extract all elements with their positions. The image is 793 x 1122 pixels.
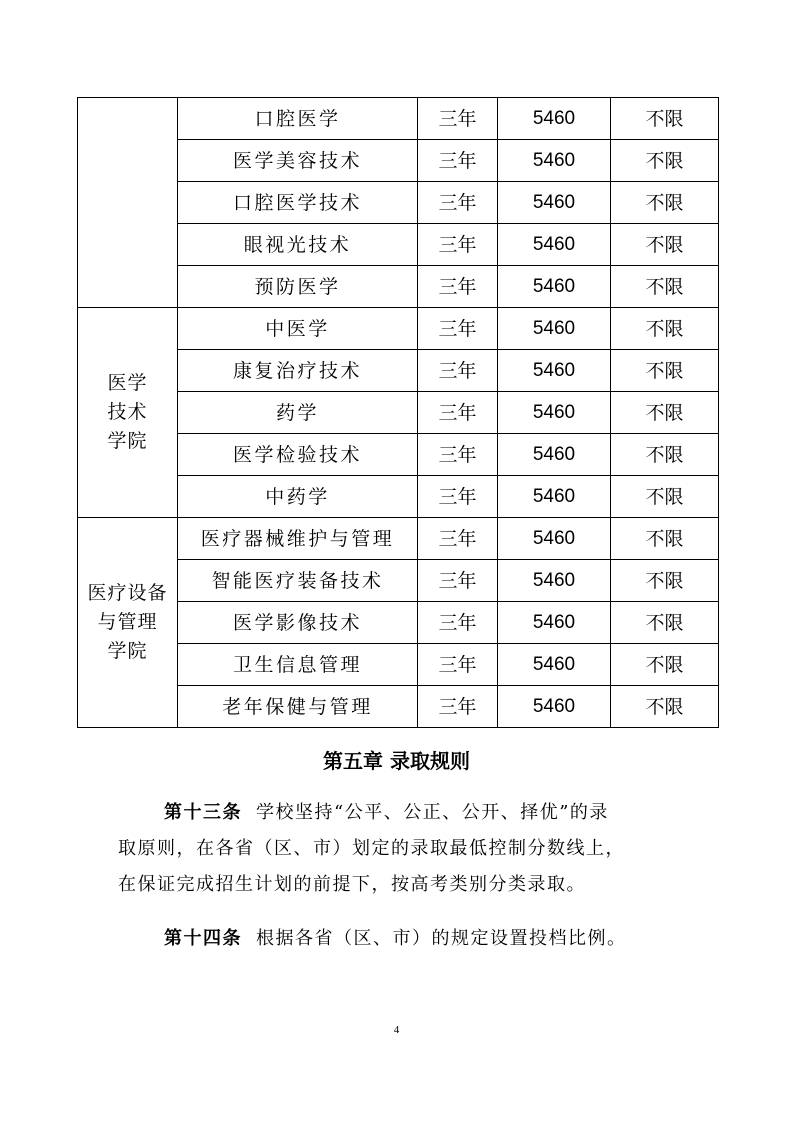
- requirement-cell: 不限: [611, 602, 719, 644]
- major-cell: 预防医学: [178, 266, 418, 308]
- major-cell: 医学美容技术: [178, 140, 418, 182]
- fee-cell: 5460: [498, 602, 611, 644]
- duration-cell: 三年: [418, 644, 498, 686]
- major-cell: 医疗器械维护与管理: [178, 518, 418, 560]
- article-13-line-1: 第十三条 学校坚持“公平、公正、公开、择优”的录: [164, 802, 609, 823]
- requirement-cell: 不限: [611, 224, 719, 266]
- college-name-line: 医学: [107, 372, 148, 394]
- article-14: [118, 921, 754, 957]
- article-13-line-3: 在保证完成招生计划的前提下，按高考类别分类录取。: [118, 874, 586, 895]
- major-cell: 卫生信息管理: [178, 644, 418, 686]
- major-cell: 中医学: [178, 308, 418, 350]
- duration-cell: 三年: [418, 602, 498, 644]
- requirement-cell: 不限: [611, 308, 719, 350]
- college-name-line: 医疗设备: [87, 582, 168, 604]
- duration-cell: 三年: [418, 350, 498, 392]
- college-name-line: 学院: [107, 640, 148, 662]
- major-cell: 药学: [178, 392, 418, 434]
- article-14-text: 根据各省（区、市）的规定设置投档比例。: [256, 928, 627, 949]
- requirement-cell: 不限: [611, 686, 719, 728]
- article-13-line-2: 取原则，在各省（区、市）划定的录取最低控制分数线上，: [118, 838, 625, 859]
- duration-cell: 三年: [418, 518, 498, 560]
- requirement-cell: 不限: [611, 350, 719, 392]
- fee-cell: 5460: [498, 686, 611, 728]
- article-13-label: 第十三条: [164, 802, 242, 823]
- fee-cell: 5460: [498, 350, 611, 392]
- fee-cell: 5460: [498, 98, 611, 140]
- duration-cell: 三年: [418, 266, 498, 308]
- duration-cell: 三年: [418, 434, 498, 476]
- requirement-cell: 不限: [611, 518, 719, 560]
- requirement-cell: 不限: [611, 98, 719, 140]
- requirement-cell: 不限: [611, 644, 719, 686]
- requirement-cell: 不限: [611, 560, 719, 602]
- college-name-line: 与管理: [97, 611, 158, 633]
- college-cell: [78, 518, 178, 728]
- fee-cell: 5460: [498, 266, 611, 308]
- major-cell: 医学影像技术: [178, 602, 418, 644]
- major-cell: 口腔医学: [178, 98, 418, 140]
- requirement-cell: 不限: [611, 182, 719, 224]
- fee-cell: 5460: [498, 224, 611, 266]
- article-14-label: 第十四条: [164, 928, 242, 949]
- fee-cell: 5460: [498, 392, 611, 434]
- college-cell: [78, 98, 178, 308]
- page-number: 4: [393, 1024, 400, 1036]
- duration-cell: 三年: [418, 224, 498, 266]
- duration-cell: 三年: [418, 140, 498, 182]
- requirement-cell: 不限: [611, 140, 719, 182]
- fee-cell: 5460: [498, 560, 611, 602]
- college-cell: [78, 308, 178, 518]
- duration-cell: 三年: [418, 392, 498, 434]
- duration-cell: 三年: [418, 182, 498, 224]
- fee-cell: 5460: [498, 434, 611, 476]
- majors-table: [77, 97, 719, 728]
- requirement-cell: 不限: [611, 434, 719, 476]
- fee-cell: 5460: [498, 518, 611, 560]
- college-name-line: 技术: [107, 401, 148, 423]
- major-cell: 康复治疗技术: [178, 350, 418, 392]
- college-name-line: 学院: [107, 430, 148, 452]
- table-row: [78, 308, 719, 350]
- fee-cell: 5460: [498, 182, 611, 224]
- fee-cell: 5460: [498, 308, 611, 350]
- duration-cell: 三年: [418, 686, 498, 728]
- chapter-title: 第五章 录取规则: [323, 749, 470, 773]
- major-cell: 眼视光技术: [178, 224, 418, 266]
- duration-cell: 三年: [418, 476, 498, 518]
- major-cell: 口腔医学技术: [178, 182, 418, 224]
- requirement-cell: 不限: [611, 476, 719, 518]
- fee-cell: 5460: [498, 140, 611, 182]
- table-row: [78, 98, 719, 140]
- requirement-cell: 不限: [611, 266, 719, 308]
- requirement-cell: 不限: [611, 392, 719, 434]
- major-cell: 老年保健与管理: [178, 686, 418, 728]
- article-13: [118, 795, 708, 903]
- table-row: [78, 518, 719, 560]
- major-cell: 医学检验技术: [178, 434, 418, 476]
- fee-cell: 5460: [498, 644, 611, 686]
- duration-cell: 三年: [418, 98, 498, 140]
- duration-cell: 三年: [418, 308, 498, 350]
- fee-cell: 5460: [498, 476, 611, 518]
- major-cell: 中药学: [178, 476, 418, 518]
- major-cell: 智能医疗装备技术: [178, 560, 418, 602]
- duration-cell: 三年: [418, 560, 498, 602]
